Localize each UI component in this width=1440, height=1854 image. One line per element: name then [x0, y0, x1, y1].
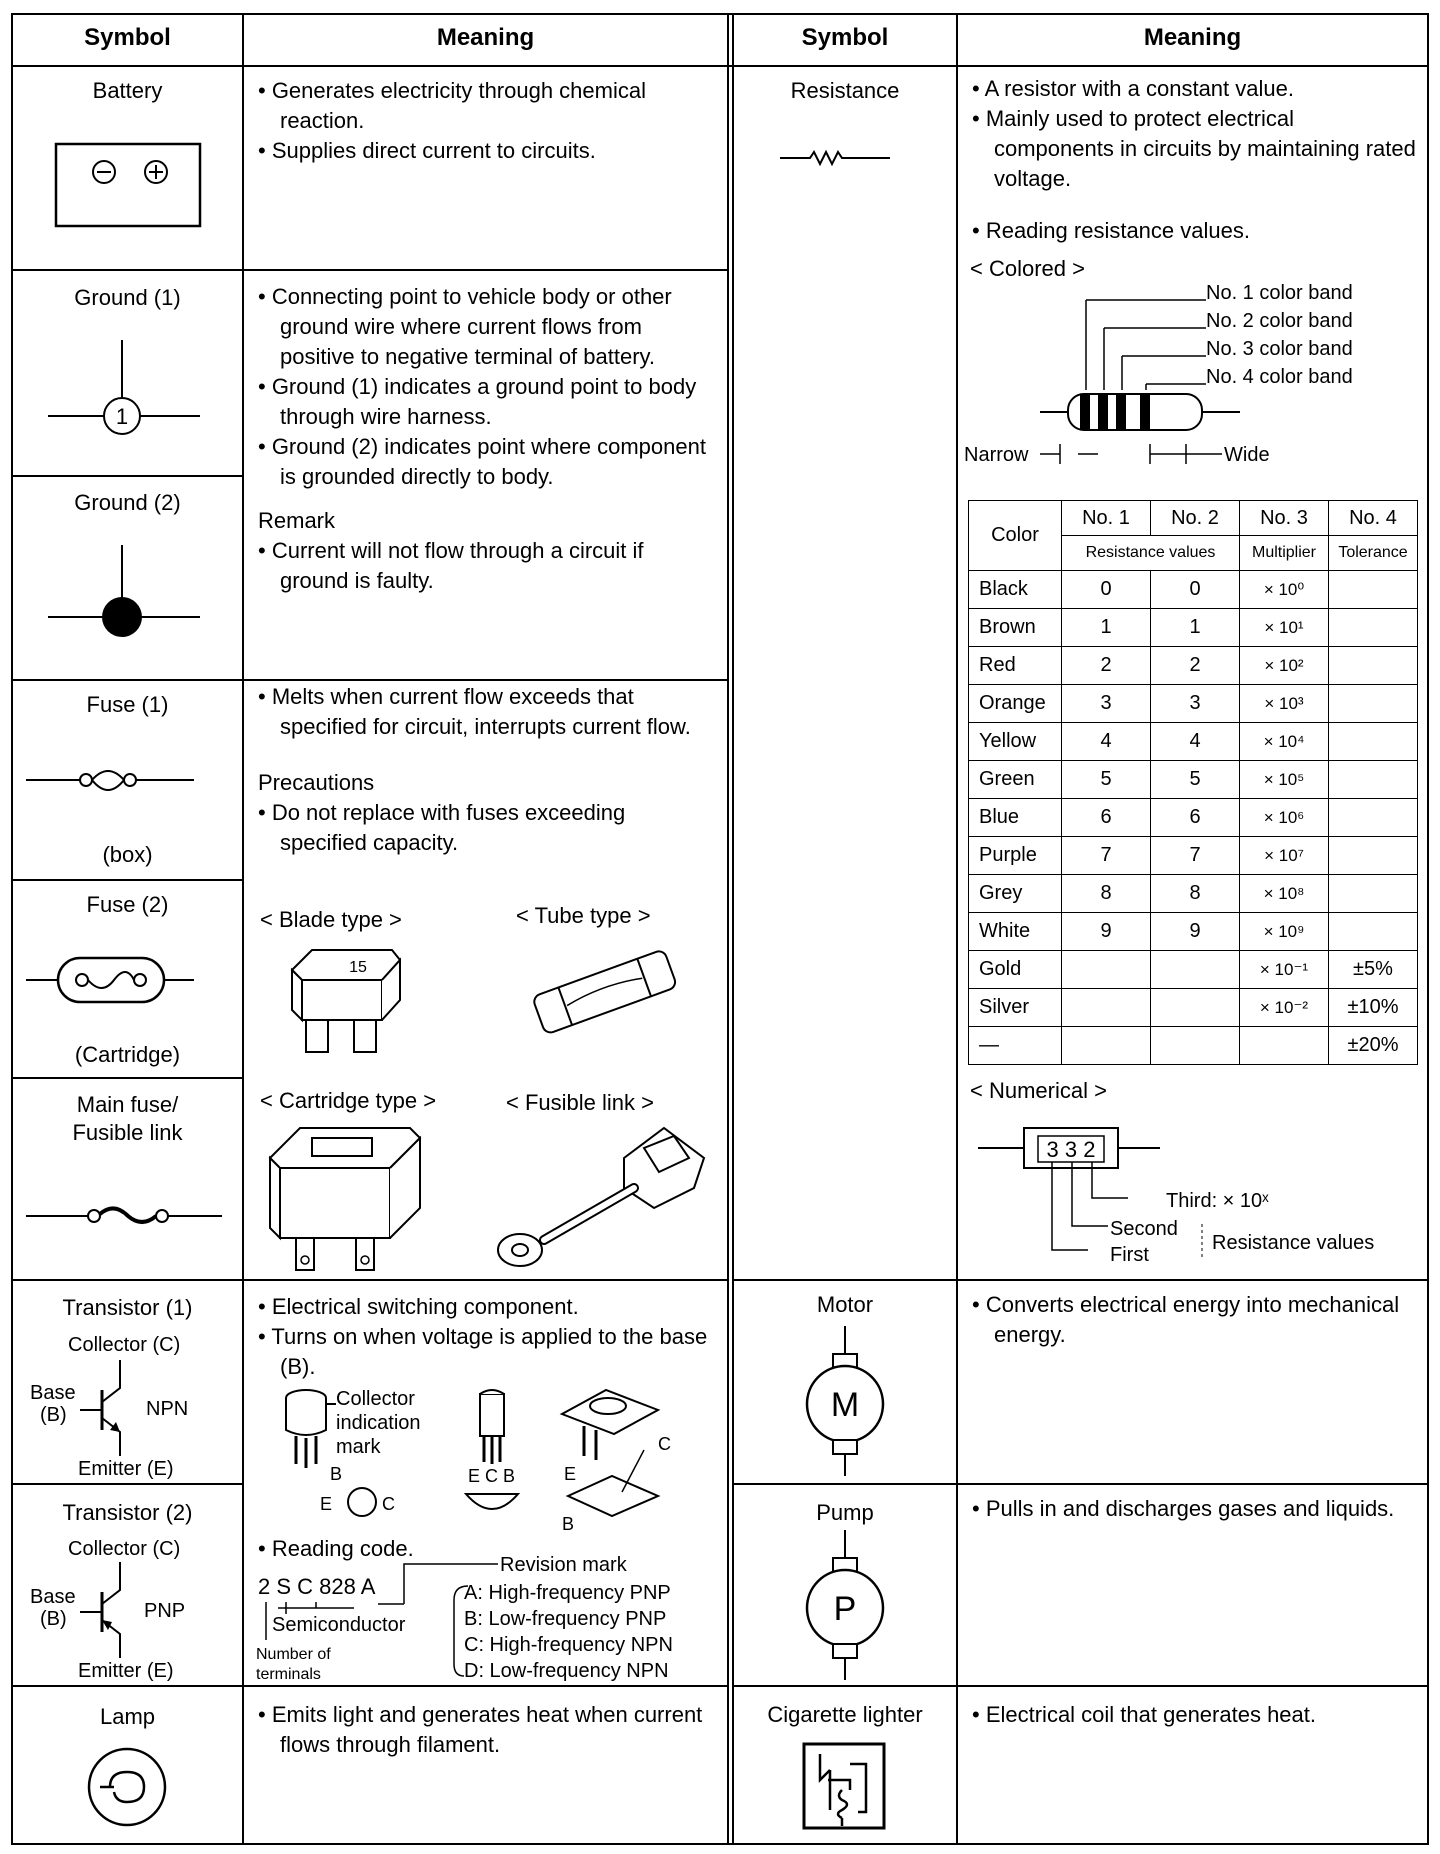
color-cell: White: [969, 913, 1062, 951]
transistor1-emitter: Emitter (E): [78, 1458, 174, 1480]
band-3-label: No. 3 color band: [1206, 338, 1353, 360]
no1-cell: 9: [1062, 913, 1151, 951]
tolerance-cell: ±5%: [1329, 951, 1418, 989]
fuse1-icon: [22, 760, 222, 800]
transistor-type-d: D: Low-frequency NPN: [464, 1660, 669, 1682]
no2-cell: 0: [1151, 571, 1240, 609]
numerical-label: < Numerical >: [970, 1078, 1107, 1103]
multiplier-cell: × 10⁻¹: [1240, 951, 1329, 989]
npn-transistor-icon: [80, 1360, 140, 1460]
ground1-icon: [40, 340, 240, 470]
multiplier-cell: [1240, 1027, 1329, 1065]
colored-label: < Colored >: [970, 256, 1085, 281]
fusible-link-label: < Fusible link >: [506, 1090, 654, 1115]
no2-cell: 7: [1151, 837, 1240, 875]
collector-mark-2: indication: [336, 1412, 421, 1434]
multiplier-cell: × 10⁹: [1240, 913, 1329, 951]
no2-cell: 1: [1151, 609, 1240, 647]
resistance-values-label: Resistance values: [1212, 1232, 1375, 1254]
transistor1-label: Transistor (1): [62, 1295, 193, 1320]
ground-bullet-3: • Ground (2) indicates point where component is grounded directly to body.: [258, 434, 706, 489]
transistor2-type: PNP: [144, 1600, 186, 1622]
fuse-precaution: • Do not replace with fuses exceeding specified capacity.: [258, 800, 626, 855]
no1-cell: 6: [1062, 799, 1151, 837]
motor-letter: M: [830, 1386, 860, 1424]
no1-cell: 2: [1062, 647, 1151, 685]
lighter-bullet: • Electrical coil that generates heat.: [972, 1702, 1316, 1727]
transistor1-type: NPN: [146, 1398, 189, 1420]
pump-bullet: • Pulls in and discharges gases and liquids.: [972, 1496, 1395, 1521]
col-no3-header: No. 3: [1240, 501, 1329, 536]
lamp-label: Lamp: [99, 1704, 156, 1729]
color-row: [969, 647, 1418, 685]
color-row: [969, 723, 1418, 761]
transistor-type-b: B: Low-frequency PNP: [464, 1608, 667, 1630]
second-label: Second: [1110, 1218, 1178, 1240]
blade-fuse-icon: [272, 940, 422, 1060]
color-code-table: [968, 500, 1418, 1065]
tolerance-cell: [1329, 913, 1418, 951]
tolerance-cell: [1329, 571, 1418, 609]
transistor2-emitter: Emitter (E): [78, 1660, 174, 1682]
tolerance-cell: ±20%: [1329, 1027, 1418, 1065]
header-meaning-right: Meaning: [1143, 24, 1242, 51]
revision-mark-label: Revision mark: [500, 1554, 627, 1576]
transistor2-base-b: (B): [40, 1608, 67, 1630]
transistor2-label: Transistor (2): [62, 1500, 193, 1525]
ground-meaning: [258, 282, 718, 596]
no2-cell: [1151, 951, 1240, 989]
color-cell: Silver: [969, 989, 1062, 1027]
multiplier-cell: × 10⁻²: [1240, 989, 1329, 1027]
pin-c-label: C: [382, 1494, 395, 1514]
fuse-meaning: [258, 682, 718, 858]
no2-cell: [1151, 1027, 1240, 1065]
tolerance-cell: [1329, 723, 1418, 761]
no2-cell: 9: [1151, 913, 1240, 951]
tolerance-cell: [1329, 761, 1418, 799]
no2-cell: 6: [1151, 799, 1240, 837]
tube-type-label: < Tube type >: [516, 903, 651, 928]
resistance-bullet-1: • A resistor with a constant value.: [972, 76, 1294, 101]
tolerance-cell: [1329, 609, 1418, 647]
band-1-label: No. 1 color band: [1206, 282, 1353, 304]
pump-meaning: [972, 1494, 1418, 1524]
tolerance-cell: [1329, 837, 1418, 875]
color-cell: Gold: [969, 951, 1062, 989]
main-fuse-label-2: Fusible link: [72, 1120, 183, 1145]
ground2-label: Ground (2): [74, 490, 181, 515]
color-cell: Purple: [969, 837, 1062, 875]
no2-cell: [1151, 989, 1240, 1027]
header-symbol-left: Symbol: [84, 24, 171, 51]
collector-mark-1: Collector: [336, 1388, 415, 1410]
transistor-type-c: C: High-frequency NPN: [464, 1634, 673, 1656]
band-2-label: No. 2 color band: [1206, 310, 1353, 332]
terminals-label-2: terminals: [256, 1666, 321, 1683]
terminals-label-1: Number of: [256, 1646, 331, 1663]
multiplier-cell: × 10⁶: [1240, 799, 1329, 837]
resistance-values-subheader: Resistance values: [1062, 536, 1240, 571]
color-row: [969, 609, 1418, 647]
fuse2-sub: (Cartridge): [74, 1042, 181, 1067]
color-cell: Yellow: [969, 723, 1062, 761]
pin-b-label: B: [330, 1464, 343, 1484]
transistor2-collector: Collector (C): [68, 1538, 181, 1560]
lighter-meaning: [972, 1700, 1418, 1730]
multiplier-cell: × 10¹: [1240, 609, 1329, 647]
third-label: Third: × 10ˣ: [1166, 1190, 1269, 1212]
motor-icon: [795, 1326, 895, 1476]
ground-remark-title: Remark: [258, 508, 336, 533]
multiplier-cell: × 10³: [1240, 685, 1329, 723]
fuse2-label: Fuse (2): [86, 892, 169, 917]
fuse-bullet: • Melts when current flow exceeds that specified for circuit, interrupts current flow.: [258, 684, 691, 739]
pump-label: Pump: [816, 1500, 874, 1525]
no2-cell: 4: [1151, 723, 1240, 761]
color-row: [969, 1027, 1418, 1065]
transistor1-base: Base: [30, 1382, 76, 1404]
resistance-meaning: [972, 74, 1418, 194]
transistor-meaning: [258, 1292, 718, 1382]
no1-cell: 8: [1062, 875, 1151, 913]
color-row: [969, 799, 1418, 837]
lighter-label: Cigarette lighter: [767, 1702, 923, 1727]
first-label: First: [1110, 1244, 1149, 1266]
ground-bullet-1: • Connecting point to vehicle body or other ground wire where current flows from positive to negative terminal of battery.: [258, 284, 672, 369]
transistor2-base: Base: [30, 1586, 76, 1608]
multiplier-cell: × 10⁸: [1240, 875, 1329, 913]
tolerance-cell: [1329, 875, 1418, 913]
color-row: [969, 913, 1418, 951]
ground1-label: Ground (1): [74, 285, 181, 310]
battery-label: Battery: [92, 78, 163, 103]
ground-remark: • Current will not flow through a circuit if ground is faulty.: [258, 538, 644, 593]
no1-cell: 7: [1062, 837, 1151, 875]
numerical-code: 3 3 2: [1046, 1137, 1096, 1162]
col-no1-header: No. 1: [1062, 501, 1151, 536]
no1-cell: [1062, 989, 1151, 1027]
transistor-bullet-2: • Turns on when voltage is applied to the base (B).: [258, 1324, 708, 1379]
color-cell: Black: [969, 571, 1062, 609]
transistor-bullet-1: • Electrical switching component.: [258, 1294, 579, 1319]
no1-cell: [1062, 951, 1151, 989]
color-header: Color: [969, 501, 1062, 571]
reading-code-label: • Reading code.: [258, 1536, 414, 1561]
multiplier-cell: × 10²: [1240, 647, 1329, 685]
transistor-package-icons: [262, 1384, 722, 1534]
lamp-icon: [82, 1742, 172, 1832]
power-pin-e-label: E: [564, 1464, 577, 1484]
main-fuse-label-1: Main fuse/: [76, 1092, 179, 1117]
motor-bullet: • Converts electrical energy into mechanical energy.: [972, 1292, 1400, 1347]
motor-meaning: [972, 1290, 1418, 1350]
reading-resistance-label: • Reading resistance values.: [972, 218, 1250, 243]
power-pin-c-label: C: [658, 1434, 671, 1454]
semiconductor-label: Semiconductor: [272, 1614, 406, 1636]
color-row: [969, 875, 1418, 913]
cartridge-fuse-icon: [260, 1118, 430, 1278]
no1-cell: 1: [1062, 609, 1151, 647]
pump-icon: [795, 1530, 895, 1680]
battery-bullet-2: • Supplies direct current to circuits.: [258, 138, 596, 163]
battery-icon: [52, 140, 212, 240]
motor-label: Motor: [816, 1292, 874, 1317]
no2-cell: 5: [1151, 761, 1240, 799]
lamp-bullet: • Emits light and generates heat when current flows through filament.: [258, 1702, 703, 1757]
tolerance-cell: [1329, 647, 1418, 685]
multiplier-cell: × 10⁵: [1240, 761, 1329, 799]
fuse2-icon: [22, 950, 222, 1010]
color-cell: Blue: [969, 799, 1062, 837]
header-symbol-right: Symbol: [801, 24, 889, 51]
collector-mark-3: mark: [336, 1436, 381, 1458]
multiplier-cell: × 10⁴: [1240, 723, 1329, 761]
main-fuse-icon: [22, 1196, 222, 1236]
pnp-transistor-icon: [80, 1562, 140, 1662]
no2-cell: 3: [1151, 685, 1240, 723]
blade-type-label: < Blade type >: [260, 907, 402, 932]
reading-code-leaders: [258, 1560, 558, 1680]
color-row: [969, 685, 1418, 723]
fuse1-label: Fuse (1): [86, 692, 169, 717]
fuse1-sub: (box): [102, 842, 153, 867]
transistor1-base-b: (B): [40, 1404, 67, 1426]
color-cell: Green: [969, 761, 1062, 799]
ground2-icon: [40, 545, 240, 675]
multiplier-cell: × 10⁰: [1240, 571, 1329, 609]
pump-letter: P: [833, 1590, 857, 1628]
cartridge-type-label: < Cartridge type >: [260, 1088, 437, 1113]
no1-cell: 0: [1062, 571, 1151, 609]
narrow-label: Narrow: [964, 444, 1029, 466]
wide-label: Wide: [1224, 444, 1270, 466]
resistance-bullet-2: • Mainly used to protect electrical components in circuits by maintaining rated voltage.: [972, 106, 1416, 191]
battery-meaning: [258, 76, 718, 166]
no1-cell: 4: [1062, 723, 1151, 761]
color-cell: Orange: [969, 685, 1062, 723]
color-cell: Grey: [969, 875, 1062, 913]
color-row: [969, 989, 1418, 1027]
resistor-icon: [780, 148, 900, 168]
multiplier-cell: × 10⁷: [1240, 837, 1329, 875]
band-spacing-arrows: [1040, 444, 1240, 464]
no1-cell: 5: [1062, 761, 1151, 799]
color-cell: Red: [969, 647, 1062, 685]
resistance-values-brace: [1198, 1222, 1208, 1262]
fuse-precautions-title: Precautions: [258, 770, 375, 795]
tube-fuse-icon: [514, 940, 694, 1040]
color-row: [969, 837, 1418, 875]
battery-bullet-1: • Generates electricity through chemical reaction.: [258, 78, 646, 133]
cigarette-lighter-icon: [800, 1740, 890, 1836]
ground-bullet-2: • Ground (1) indicates a ground point to body through wire harness.: [258, 374, 697, 429]
no2-cell: 8: [1151, 875, 1240, 913]
no1-cell: 3: [1062, 685, 1151, 723]
color-row: [969, 571, 1418, 609]
color-row: [969, 761, 1418, 799]
tolerance-cell: [1329, 685, 1418, 723]
transistor-type-a: A: High-frequency PNP: [464, 1582, 671, 1604]
multiplier-subheader: Multiplier: [1240, 536, 1329, 571]
color-cell: —: [969, 1027, 1062, 1065]
col-no2-header: No. 2: [1151, 501, 1240, 536]
no2-cell: 2: [1151, 647, 1240, 685]
fusible-link-icon: [484, 1118, 714, 1278]
pin-e-label: E: [320, 1494, 333, 1514]
tolerance-subheader: Tolerance: [1329, 536, 1418, 571]
no1-cell: [1062, 1027, 1151, 1065]
col-no4-header: No. 4: [1329, 501, 1418, 536]
ground1-circle-label: 1: [115, 404, 129, 429]
tolerance-cell: [1329, 799, 1418, 837]
pins-ecb-label: E C B: [468, 1466, 516, 1486]
color-row: [969, 951, 1418, 989]
blade-fuse-number: 15: [349, 959, 367, 976]
resistance-label: Resistance: [790, 78, 900, 103]
transistor-code: 2 S C 828 A: [258, 1574, 376, 1599]
power-pin-b-label: B: [562, 1514, 575, 1534]
color-band-resistor-icon: [1030, 290, 1290, 440]
transistor1-collector: Collector (C): [68, 1334, 181, 1356]
header-meaning-left: Meaning: [436, 24, 535, 51]
color-cell: Brown: [969, 609, 1062, 647]
band-4-label: No. 4 color band: [1206, 366, 1353, 388]
tolerance-cell: ±10%: [1329, 989, 1418, 1027]
lamp-meaning: [258, 1700, 718, 1760]
